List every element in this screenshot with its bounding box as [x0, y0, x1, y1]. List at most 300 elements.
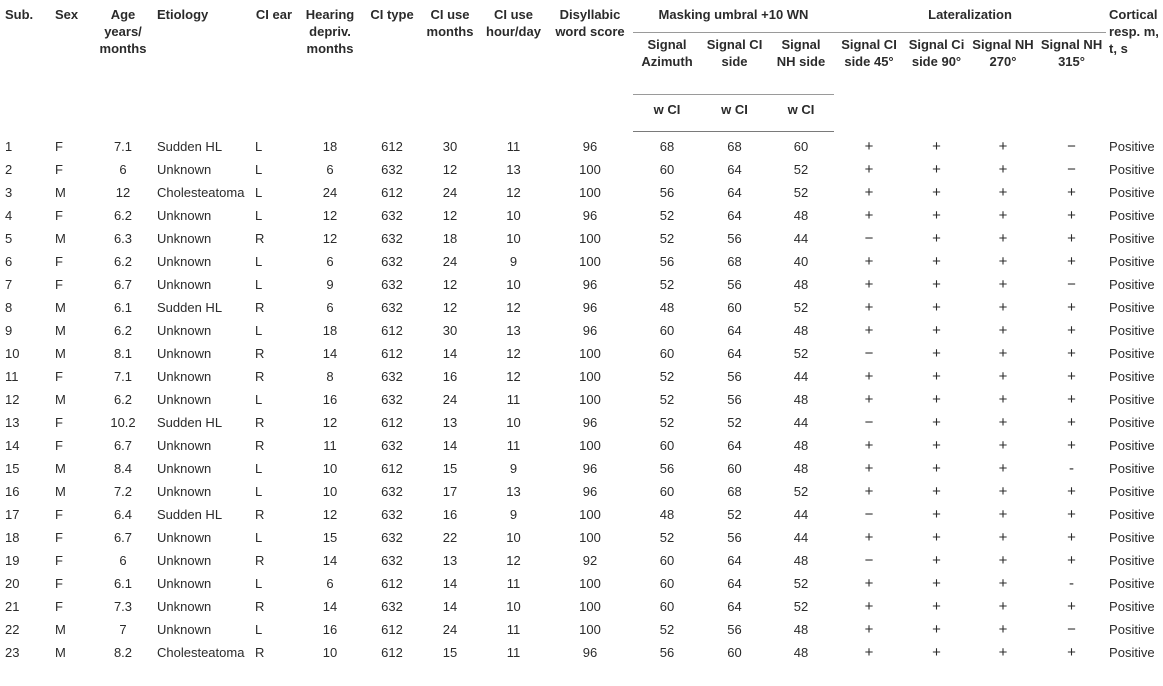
- table-row: [2, 503, 1163, 526]
- cell-sex: F: [55, 599, 63, 614]
- cell-etiology: Unknown: [157, 231, 212, 246]
- cell-ci-use-months: 16: [442, 369, 458, 384]
- cell-ci-type: 632: [381, 438, 403, 453]
- cell-ci-ear: L: [255, 185, 263, 200]
- cell-ci-type: 612: [381, 415, 403, 430]
- cell-masking-ci-side: 64: [727, 208, 742, 223]
- cell-masking-azimuth: 60: [659, 484, 675, 499]
- cell-ci-ear: L: [255, 162, 263, 177]
- cell-ci-use-months: 12: [442, 208, 458, 223]
- cell-lat-ci-45: +: [864, 391, 874, 408]
- cell-ci-use-months: 17: [442, 484, 458, 499]
- cell-ci-type: 612: [381, 323, 403, 338]
- cell-ci-type: 632: [381, 300, 403, 315]
- cell-lat-ci-45: −: [864, 230, 874, 247]
- cell-ci-type: 632: [381, 484, 403, 499]
- cell-subject: 6: [5, 254, 13, 269]
- cell-lat-ci-45: +: [864, 437, 874, 454]
- cell-masking-nh-side: 44: [793, 507, 809, 522]
- cell-age: 6: [119, 553, 127, 568]
- cell-masking-nh-side: 44: [793, 415, 809, 430]
- table-row: [2, 411, 1163, 434]
- cell-hearing-depriv: 18: [322, 138, 338, 154]
- cell-ci-use-hours: 10: [506, 208, 521, 223]
- cell-masking-azimuth: 60: [659, 576, 675, 591]
- cell-lat-ci-90: +: [932, 230, 941, 247]
- cell-ci-use-hours: 11: [506, 576, 521, 591]
- cell-hearing-depriv: 14: [322, 553, 338, 568]
- cell-word-score: 100: [579, 622, 601, 637]
- cell-ci-use-months: 30: [442, 323, 458, 338]
- cell-lat-ci-90: +: [932, 368, 941, 385]
- cell-masking-ci-side: 64: [727, 185, 742, 200]
- cell-word-score: 96: [582, 300, 598, 315]
- cell-age: 8.2: [113, 645, 133, 660]
- cell-sex: M: [55, 231, 66, 246]
- cell-sex: F: [55, 369, 63, 384]
- cell-age: 12: [115, 185, 131, 200]
- cell-ci-type: 632: [381, 369, 403, 384]
- cell-lat-ci-90: +: [932, 345, 941, 362]
- cell-cortical: Positive: [1109, 507, 1155, 522]
- table-row: [2, 132, 1163, 159]
- cell-masking-ci-side: 52: [727, 507, 742, 522]
- cell-word-score: 100: [579, 231, 601, 246]
- cell-age: 7.3: [113, 599, 133, 614]
- cell-lat-nh-315: +: [1067, 506, 1076, 523]
- cell-ci-use-hours: 10: [506, 599, 521, 614]
- cell-masking-ci-side: 60: [727, 461, 742, 476]
- cell-cortical: Positive: [1109, 323, 1155, 338]
- cell-lat-nh-315: +: [1067, 552, 1076, 569]
- cell-lat-ci-90: +: [932, 299, 941, 316]
- table-row: [2, 434, 1163, 457]
- cell-word-score: 96: [582, 415, 598, 430]
- cell-lat-nh-315: +: [1067, 414, 1076, 431]
- cell-subject: 5: [5, 231, 13, 246]
- cell-ci-ear: R: [255, 300, 265, 315]
- cell-ci-type: 632: [381, 507, 403, 522]
- cell-age: 6.7: [113, 438, 133, 453]
- cell-hearing-depriv: 10: [322, 645, 338, 660]
- cell-masking-nh-side: 52: [793, 346, 809, 361]
- cell-lat-nh-315: -: [1069, 460, 1075, 477]
- cell-lat-nh-315: −: [1067, 137, 1076, 155]
- cell-lat-nh-315: +: [1067, 322, 1076, 339]
- cell-subject: 13: [5, 415, 20, 430]
- cell-word-score: 100: [579, 162, 601, 177]
- cell-lat-nh-270: +: [998, 460, 1008, 477]
- cell-masking-ci-side: 64: [727, 162, 742, 177]
- cell-masking-nh-side: 48: [793, 277, 809, 292]
- cell-subject: 22: [5, 622, 20, 637]
- cell-masking-nh-side: 60: [793, 139, 809, 154]
- cell-age: 6.2: [113, 208, 133, 223]
- cell-lat-nh-270: +: [998, 299, 1008, 316]
- patient-data-table: [2, 0, 1163, 664]
- cell-sex: F: [55, 530, 63, 545]
- cell-lat-nh-315: +: [1067, 529, 1076, 546]
- cell-etiology: Unknown: [157, 208, 212, 223]
- cell-subject: 11: [5, 369, 19, 384]
- cell-lat-ci-45: +: [864, 137, 874, 155]
- cell-lat-nh-270: +: [998, 529, 1008, 546]
- cell-lat-ci-90: +: [932, 391, 941, 408]
- cell-subject: 12: [5, 392, 20, 407]
- cell-ci-ear: L: [255, 461, 263, 476]
- cell-hearing-depriv: 18: [322, 323, 338, 338]
- cell-cortical: Positive: [1109, 645, 1155, 660]
- cell-subject: 19: [5, 553, 20, 568]
- cell-masking-azimuth: 52: [659, 415, 675, 430]
- cell-masking-nh-side: 52: [793, 576, 809, 591]
- cell-lat-nh-270: +: [998, 644, 1008, 661]
- header-ci-use-hours: CI use hour/day: [486, 7, 541, 39]
- cell-hearing-depriv: 12: [322, 208, 338, 223]
- cell-subject: 2: [5, 162, 13, 177]
- cell-cortical: Positive: [1109, 622, 1155, 637]
- cell-lat-nh-315: −: [1067, 276, 1076, 293]
- cell-age: 6.4: [113, 507, 133, 522]
- cell-sex: F: [55, 254, 63, 269]
- header-ci-type: CI type: [370, 7, 414, 22]
- cell-ci-ear: R: [255, 346, 265, 361]
- cell-lat-nh-270: +: [998, 506, 1008, 523]
- cell-lat-nh-270: +: [998, 552, 1008, 569]
- cell-ci-type: 612: [381, 346, 403, 361]
- cell-cortical: Positive: [1109, 300, 1155, 315]
- table-row: [2, 227, 1163, 250]
- cell-ci-use-months: 12: [442, 300, 458, 315]
- header-masking-nh-side: Signal NH side: [768, 33, 834, 95]
- cell-masking-ci-side: 68: [727, 484, 742, 499]
- cell-ci-type: 632: [381, 392, 403, 407]
- cell-lat-nh-270: +: [998, 391, 1008, 408]
- cell-age: 8.4: [113, 461, 133, 476]
- cell-ci-ear: R: [255, 369, 265, 384]
- cell-lat-nh-270: +: [998, 184, 1008, 201]
- cell-masking-nh-side: 48: [793, 645, 809, 660]
- cell-subject: 16: [5, 484, 20, 499]
- cell-cortical: Positive: [1109, 369, 1155, 384]
- cell-masking-ci-side: 56: [727, 231, 742, 246]
- cell-cortical: Positive: [1109, 392, 1155, 407]
- cell-etiology: Unknown: [157, 254, 212, 269]
- cell-lat-ci-45: +: [864, 161, 874, 178]
- cell-masking-nh-side: 52: [793, 300, 809, 315]
- cell-age: 6.2: [113, 392, 133, 407]
- cell-lat-nh-315: −: [1067, 161, 1076, 178]
- header-lateralization-group: Lateralization: [834, 0, 1106, 33]
- cell-lat-ci-45: +: [864, 253, 874, 270]
- cell-lat-ci-90: +: [932, 506, 941, 523]
- cell-masking-ci-side: 64: [727, 346, 742, 361]
- cell-subject: 10: [5, 346, 20, 361]
- cell-masking-nh-side: 48: [793, 438, 809, 453]
- cell-ci-ear: R: [255, 231, 265, 246]
- cell-subject: 1: [5, 138, 13, 154]
- header-wci-nh-side: w CI: [768, 95, 834, 132]
- cell-masking-azimuth: 56: [659, 645, 675, 660]
- cell-word-score: 100: [579, 576, 601, 591]
- cell-ci-ear: L: [255, 254, 263, 269]
- cell-lat-nh-315: +: [1067, 598, 1076, 615]
- cell-hearing-depriv: 10: [322, 461, 338, 476]
- cell-ci-ear: R: [255, 645, 265, 660]
- cell-masking-ci-side: 56: [727, 530, 742, 545]
- cell-lat-nh-315: +: [1067, 253, 1076, 270]
- table-row: [2, 595, 1163, 618]
- cell-ci-type: 632: [381, 231, 403, 246]
- cell-word-score: 100: [579, 369, 601, 384]
- cell-masking-azimuth: 60: [659, 346, 675, 361]
- cell-word-score: 96: [582, 277, 598, 292]
- cell-etiology: Unknown: [157, 369, 212, 384]
- cell-sex: M: [55, 622, 66, 637]
- cell-etiology: Sudden HL: [157, 138, 223, 154]
- cell-ci-use-hours: 9: [509, 461, 518, 476]
- table-row: [2, 273, 1163, 296]
- cell-hearing-depriv: 12: [322, 507, 338, 522]
- cell-etiology: Unknown: [157, 484, 212, 499]
- cell-masking-azimuth: 68: [659, 139, 675, 154]
- cell-age: 7.2: [113, 484, 133, 499]
- cell-ci-ear: R: [255, 438, 265, 453]
- cell-lat-ci-90: +: [932, 460, 941, 477]
- cell-lat-ci-45: +: [864, 575, 874, 592]
- cell-ci-type: 632: [381, 553, 403, 568]
- cell-masking-ci-side: 56: [727, 277, 742, 292]
- cell-hearing-depriv: 14: [322, 346, 338, 361]
- cell-lat-nh-315: −: [1067, 621, 1076, 638]
- cell-sex: M: [55, 484, 66, 499]
- cell-cortical: Positive: [1109, 553, 1155, 568]
- cell-ci-use-hours: 11: [506, 622, 521, 637]
- cell-masking-nh-side: 44: [793, 369, 809, 384]
- cell-masking-ci-side: 60: [727, 300, 742, 315]
- table-row: [2, 342, 1163, 365]
- cell-sex: F: [55, 162, 63, 177]
- table-row: [2, 296, 1163, 319]
- cell-ci-use-hours: 13: [506, 323, 521, 338]
- cell-sex: M: [55, 392, 66, 407]
- cell-age: 6.7: [113, 277, 133, 292]
- cell-cortical: Positive: [1109, 576, 1155, 591]
- cell-lat-nh-315: +: [1067, 299, 1076, 316]
- cell-masking-azimuth: 52: [659, 277, 675, 292]
- cell-lat-ci-45: +: [864, 299, 874, 316]
- cell-masking-ci-side: 64: [727, 576, 742, 591]
- cell-ci-type: 612: [381, 138, 403, 154]
- table-row: [2, 319, 1163, 342]
- header-lat-ci-90: Signal Ci side 90°: [908, 37, 965, 69]
- cell-masking-azimuth: 52: [659, 208, 675, 223]
- table-row: [2, 526, 1163, 549]
- cell-ci-use-months: 24: [442, 254, 458, 269]
- cell-lat-ci-45: +: [864, 207, 874, 224]
- cell-ci-use-hours: 9: [509, 507, 518, 522]
- cell-ci-type: 632: [381, 530, 403, 545]
- cell-masking-nh-side: 48: [793, 392, 809, 407]
- cell-lat-ci-90: +: [932, 184, 941, 201]
- cell-lat-ci-90: +: [932, 137, 941, 155]
- table-row: [2, 618, 1163, 641]
- table-row: [2, 181, 1163, 204]
- cell-lat-ci-45: +: [864, 460, 874, 477]
- cell-cortical: Positive: [1109, 277, 1155, 292]
- cell-lat-ci-90: +: [932, 552, 941, 569]
- cell-cortical: Positive: [1109, 254, 1155, 269]
- cell-masking-nh-side: 44: [793, 231, 809, 246]
- table-row: [2, 204, 1163, 227]
- cell-masking-nh-side: 52: [793, 162, 809, 177]
- cell-sex: F: [55, 438, 63, 453]
- header-sub: Sub.: [5, 7, 34, 22]
- cell-age: 6.2: [113, 254, 133, 269]
- cell-lat-nh-270: +: [998, 598, 1008, 615]
- cell-ci-use-months: 24: [442, 392, 458, 407]
- cell-word-score: 100: [579, 185, 601, 200]
- cell-hearing-depriv: 24: [322, 185, 338, 200]
- cell-age: 7.1: [113, 138, 133, 154]
- cell-masking-azimuth: 60: [659, 162, 675, 177]
- cell-etiology: Sudden HL: [157, 415, 223, 430]
- cell-lat-ci-45: +: [864, 621, 874, 638]
- cell-age: 6: [119, 162, 127, 177]
- cell-cortical: Positive: [1109, 346, 1155, 361]
- cell-subject: 17: [5, 507, 20, 522]
- cell-cortical: Positive: [1109, 208, 1155, 223]
- header-lat-nh-315: Signal NH 315°: [1040, 37, 1103, 69]
- cell-hearing-depriv: 10: [322, 484, 338, 499]
- cell-sex: M: [55, 185, 66, 200]
- cell-age: 6.2: [113, 323, 133, 338]
- cell-masking-azimuth: 52: [659, 392, 675, 407]
- table-row: [2, 641, 1163, 664]
- table-row: [2, 572, 1163, 595]
- cell-age: 10.2: [110, 415, 136, 430]
- cell-ci-use-hours: 12: [506, 369, 521, 384]
- cell-lat-ci-45: +: [864, 644, 874, 661]
- header-age: Age years/ months: [99, 7, 147, 56]
- cell-masking-ci-side: 60: [727, 645, 742, 660]
- cell-etiology: Sudden HL: [157, 507, 223, 522]
- cell-ci-ear: L: [255, 208, 263, 223]
- cell-masking-azimuth: 48: [659, 507, 675, 522]
- cell-cortical: Positive: [1109, 461, 1155, 476]
- cell-ci-type: 612: [381, 576, 403, 591]
- cell-age: 6.1: [113, 576, 133, 591]
- cell-ci-use-hours: 13: [506, 484, 521, 499]
- cell-hearing-depriv: 14: [322, 599, 338, 614]
- cell-lat-ci-90: +: [932, 253, 941, 270]
- cell-ci-use-months: 14: [442, 346, 458, 361]
- header-ci-ear: CI ear: [255, 7, 293, 22]
- table-body: [2, 132, 1163, 665]
- cell-word-score: 96: [582, 484, 598, 499]
- cell-hearing-depriv: 15: [322, 530, 338, 545]
- cell-subject: 14: [5, 438, 20, 453]
- cell-ci-type: 612: [381, 645, 403, 660]
- cell-lat-nh-270: +: [998, 437, 1008, 454]
- cell-subject: 4: [5, 208, 13, 223]
- header-etiology: Etiology: [157, 7, 209, 22]
- cell-lat-nh-270: +: [998, 322, 1008, 339]
- cell-ci-ear: L: [255, 392, 263, 407]
- cell-ci-use-months: 12: [442, 277, 458, 292]
- cell-etiology: Cholesteatoma: [157, 185, 245, 200]
- cell-lat-nh-315: +: [1067, 391, 1076, 408]
- cell-cortical: Positive: [1109, 599, 1155, 614]
- cell-lat-nh-315: +: [1067, 368, 1076, 385]
- cell-masking-ci-side: 56: [727, 369, 742, 384]
- cell-etiology: Unknown: [157, 622, 212, 637]
- cell-ci-use-hours: 10: [506, 277, 521, 292]
- cell-etiology: Unknown: [157, 530, 212, 545]
- cell-masking-azimuth: 60: [659, 438, 675, 453]
- cell-subject: 18: [5, 530, 20, 545]
- cell-ci-ear: L: [255, 138, 263, 154]
- cell-sex: F: [55, 553, 63, 568]
- cell-masking-nh-side: 48: [793, 323, 809, 338]
- cell-masking-azimuth: 60: [659, 599, 675, 614]
- cell-ci-use-months: 12: [442, 162, 458, 177]
- cell-cortical: Positive: [1109, 185, 1155, 200]
- cell-ci-use-hours: 11: [506, 138, 521, 154]
- cell-ci-use-months: 15: [442, 461, 458, 476]
- cell-ci-use-months: 24: [442, 622, 458, 637]
- cell-ci-use-hours: 12: [506, 300, 521, 315]
- cell-masking-ci-side: 52: [727, 415, 742, 430]
- cell-subject: 7: [5, 277, 13, 292]
- cell-hearing-depriv: 16: [322, 622, 338, 637]
- cell-masking-ci-side: 56: [727, 392, 742, 407]
- cell-masking-azimuth: 52: [659, 530, 675, 545]
- cell-ci-ear: L: [255, 576, 263, 591]
- cell-lat-nh-315: +: [1067, 345, 1076, 362]
- cell-ci-use-hours: 10: [506, 415, 521, 430]
- cell-lat-nh-315: +: [1067, 184, 1076, 201]
- cell-masking-ci-side: 68: [727, 139, 742, 154]
- cell-masking-ci-side: 56: [727, 622, 742, 637]
- cell-lat-nh-270: +: [998, 137, 1008, 155]
- cell-ci-ear: L: [255, 277, 263, 292]
- cell-ci-ear: R: [255, 599, 265, 614]
- cell-hearing-depriv: 12: [322, 231, 338, 246]
- table-row: [2, 549, 1163, 572]
- cell-lat-ci-45: +: [864, 483, 874, 500]
- cell-lat-nh-315: +: [1067, 644, 1076, 661]
- cell-masking-azimuth: 60: [659, 553, 675, 568]
- cell-subject: 3: [5, 185, 13, 200]
- table-row: [2, 480, 1163, 503]
- cell-cortical: Positive: [1109, 484, 1155, 499]
- cell-masking-ci-side: 64: [727, 599, 742, 614]
- cell-etiology: Unknown: [157, 346, 212, 361]
- cell-lat-nh-270: +: [998, 207, 1008, 224]
- cell-ci-use-hours: 11: [506, 645, 521, 660]
- cell-ci-use-months: 24: [442, 185, 458, 200]
- header-masking-azimuth: Signal Azimuth: [633, 33, 701, 95]
- cell-masking-nh-side: 44: [793, 530, 809, 545]
- header-word-score: Disyllabic word score: [555, 7, 625, 39]
- cell-etiology: Unknown: [157, 392, 212, 407]
- header-sex: Sex: [55, 7, 79, 22]
- table-row: [2, 365, 1163, 388]
- cell-etiology: Cholesteatoma: [157, 645, 245, 660]
- cell-word-score: 96: [582, 645, 598, 660]
- cell-etiology: Unknown: [157, 461, 212, 476]
